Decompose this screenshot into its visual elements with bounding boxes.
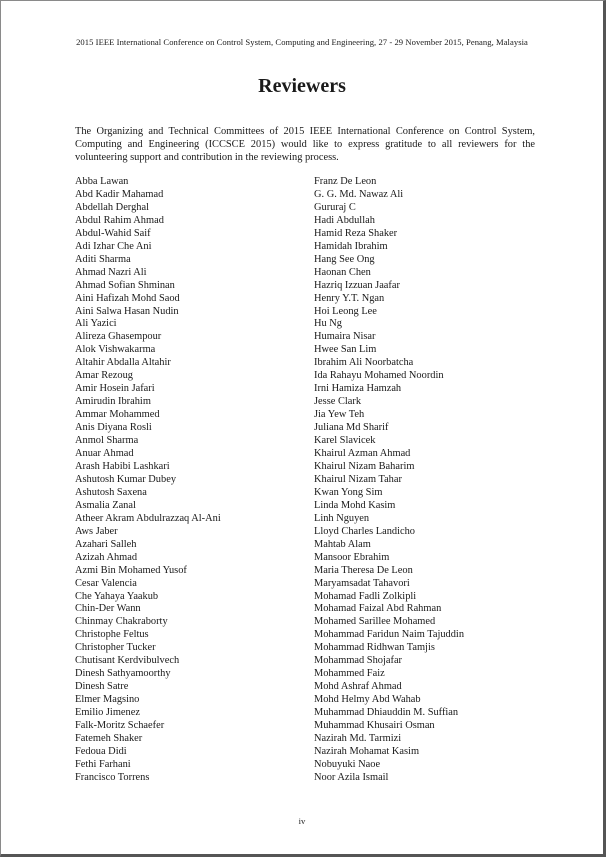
reviewer-name: Chin-Der Wann [75,603,141,615]
reviewer-name: Azmi Bin Mohamed Yusof [75,564,187,576]
reviewer-name: Hazriq Izzuan Jaafar [314,279,400,291]
reviewer-name: Asmalia Zanal [75,499,136,511]
reviewer-name: Mohd Helmy Abd Wahab [314,694,421,706]
running-header: 2015 IEEE International Conference on Control System, Computing and Engineering, 27 - 29 November 2015, Penang, Malaysia [76,37,528,47]
reviewer-name: Maryamsadat Tahavori [314,577,410,589]
reviewer-name: Hadi Abdullah [314,214,375,226]
reviewer-list-right [314,176,464,785]
reviewer-name: Anuar Ahmad [75,448,134,460]
reviewer-name: Ali Yazici [75,318,117,330]
reviewer-list-left [75,176,221,785]
reviewer-name: Altahir Abdalla Altahir [75,357,171,369]
reviewer-name: Dinesh Satre [75,681,129,693]
reviewer-name: Ahmad Sofian Shminan [75,279,175,291]
reviewer-name: Fethi Farhani [75,758,131,770]
reviewer-name: Mansoor Ebrahim [314,551,390,563]
reviewer-name: Che Yahaya Yaakub [75,590,159,602]
reviewer-name: Hamid Reza Shaker [314,227,398,239]
reviewer-name: Adi Izhar Che Ani [75,240,152,252]
reviewer-name: Francisco Torrens [75,771,150,783]
reviewer-name: Linda Mohd Kasim [314,499,396,511]
reviewer-name: Karel Slavicek [314,435,376,447]
reviewer-name: Humaira Nisar [314,331,376,343]
reviewer-name: Azahari Salleh [75,538,137,550]
reviewer-name: Abba Lawan [75,176,129,187]
reviewer-name: Alireza Ghasempour [75,331,162,343]
reviewer-name: Falk-Moritz Schaefer [75,720,165,732]
reviewer-name: Hamidah Ibrahim [314,240,388,252]
reviewer-name: Noor Azila Ismail [314,771,389,783]
reviewer-name: Nazirah Md. Tarmizi [314,732,402,744]
reviewer-name: Ashutosh Kumar Dubey [75,473,177,485]
reviewer-name: Khairul Nizam Baharim [314,460,415,472]
reviewer-name: Nobuyuki Naoe [314,758,381,770]
reviewer-name: Mohammad Shojafar [314,655,403,667]
reviewer-name: Mohamad Faizal Abd Rahman [314,603,442,615]
reviewer-name: Maria Theresa De Leon [314,564,413,576]
reviewer-name: Juliana Md Sharif [314,422,389,434]
reviewer-name: Linh Nguyen [314,512,370,524]
reviewer-name: Aini Salwa Hasan Nudin [75,305,179,317]
reviewer-name: Mohammed Faiz [314,668,385,680]
reviewer-name: Fedoua Didi [75,745,127,757]
reviewer-name: Amir Hosein Jafari [75,383,155,395]
reviewer-name: Elmer Magsino [75,694,140,706]
reviewer-name: Aditi Sharma [75,253,131,265]
reviewer-name: Christopher Tucker [75,642,156,654]
reviewer-name: Abdul Rahim Ahmad [75,214,164,226]
reviewer-name: Fatemeh Shaker [75,732,143,744]
reviewer-name: Aws Jaber [75,525,118,537]
reviewer-name: Abdul-Wahid Saif [75,227,151,239]
reviewer-name: Mohamad Fadli Zolkipli [314,590,417,602]
reviewer-name: Haonan Chen [314,266,371,278]
reviewer-name: Aini Hafizah Mohd Saod [75,292,180,304]
reviewer-name: Khairul Nizam Tahar [314,473,402,485]
reviewer-name: Cesar Valencia [75,577,137,589]
reviewer-name: Azizah Ahmad [75,551,138,563]
reviewer-name: Chinmay Chakraborty [75,616,168,628]
reviewer-name: Abd Kadir Mahamad [75,188,164,200]
reviewer-name: Hang See Ong [314,253,375,265]
page-title: Reviewers [258,75,346,97]
reviewer-name: Jia Yew Teh [314,409,365,421]
reviewer-name: Ashutosh Saxena [75,486,147,498]
reviewer-name: Nazirah Mohamat Kasim [314,745,420,757]
reviewer-name: Chutisant Kerdvibulvech [75,655,180,667]
reviewer-name: Abdellah Derghal [75,201,149,213]
reviewer-name: Amirudin Ibrahim [75,396,151,408]
reviewer-name: G. G. Md. Nawaz Ali [314,188,404,200]
reviewer-name: Khairul Azman Ahmad [314,448,411,460]
reviewer-name: Anis Diyana Rosli [75,422,152,434]
reviewer-name: Emilio Jimenez [75,707,140,719]
reviewer-name: Henry Y.T. Ngan [314,292,385,304]
reviewer-name: Atheer Akram Abdulrazzaq Al-Ani [75,512,221,524]
reviewer-name: Mohammad Ridhwan Tamjis [314,642,435,654]
reviewer-name: Alok Vishwakarma [75,344,156,356]
reviewer-name: Arash Habibi Lashkari [75,460,170,472]
page-number: iv [298,816,306,826]
reviewer-name: Muhammad Dhiauddin M. Suffian [314,707,459,719]
reviewer-name: Mahtab Alam [314,538,371,550]
reviewer-name: Gururaj C [314,201,356,213]
reviewer-name: Hu Ng [314,318,342,330]
reviewer-name: Amar Rezoug [75,370,133,382]
reviewer-name: Mohamed Sarillee Mohamed [314,616,436,628]
reviewer-name: Dinesh Sathyamoorthy [75,668,171,680]
reviewer-name: Ida Rahayu Mohamed Noordin [314,370,444,382]
intro-paragraph: The Organizing and Technical Committees of 2015 IEEE International Conference on Control System, Computing and Engineering (ICCSCE 2015) would like to express gratitude to all reviewers for the volunteering support and contribution in the reviewing process. [75,126,535,163]
reviewer-name: Hoi Leong Lee [314,305,377,317]
reviewer-name: Franz De Leon [314,176,377,187]
reviewer-name: Hwee San Lim [314,344,377,356]
reviewer-name: Ibrahim Ali Noorbatcha [314,357,414,369]
reviewer-name: Mohammad Faridun Naim Tajuddin [314,629,465,641]
reviewer-name: Ammar Mohammed [75,409,160,421]
reviewer-name: Muhammad Khusairi Osman [314,720,435,732]
reviewer-name: Jesse Clark [314,396,362,408]
reviewer-name: Irni Hamiza Hamzah [314,383,402,395]
reviewer-name: Anmol Sharma [75,435,139,447]
reviewer-name: Lloyd Charles Landicho [314,525,415,537]
reviewer-name: Ahmad Nazri Ali [75,266,147,278]
reviewer-name: Mohd Ashraf Ahmad [314,681,402,693]
reviewer-name: Kwan Yong Sim [314,486,383,498]
reviewer-name: Christophe Feltus [75,629,149,641]
